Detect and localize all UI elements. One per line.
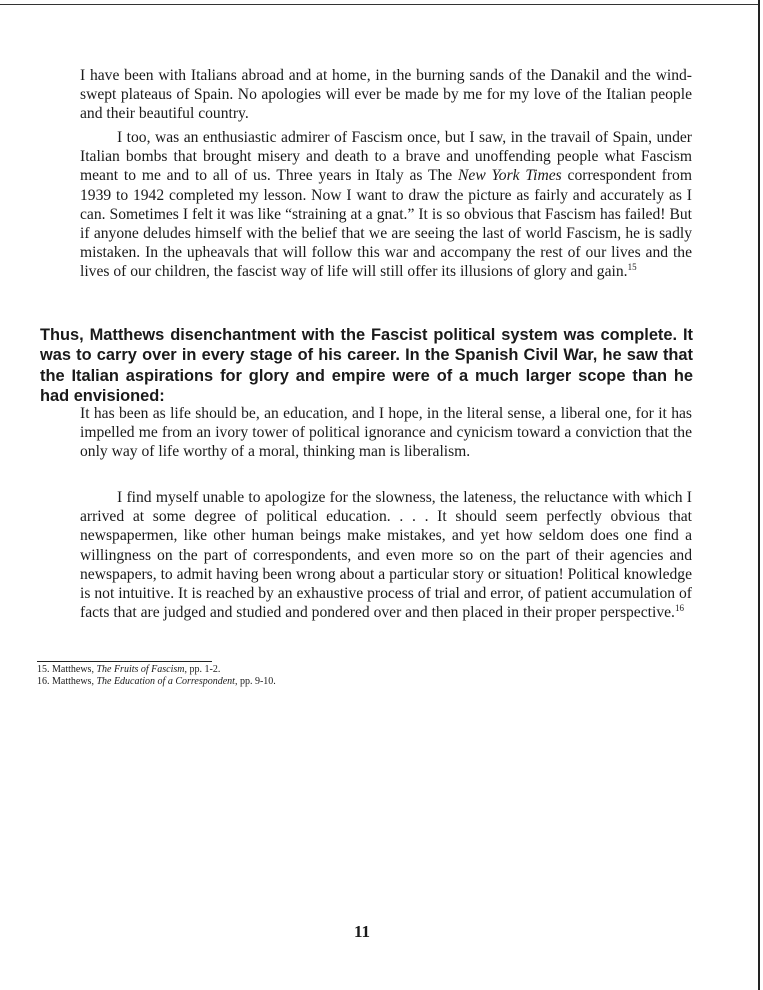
footnote-16 — [37, 676, 537, 688]
quote-1-text: I have been with Italians abroad and at home, in the burning sands of the Danakil and the wind-swept plateaus of Spain. No apologies will ever be made by me for my love of the Italian people and their beautiful country. — [80, 67, 692, 123]
footnote-title: The Education of a Correspondent — [96, 675, 235, 687]
footnote-number: 16. — [37, 675, 50, 687]
footnote-pages: , pp. 1-2. — [184, 664, 221, 675]
quote-2-text-start: I too, was an enthusiastic admirer of Fascism once, but I saw, in the travail of Spain, under Italian bombs that brought misery and death to a brave and unoffending people what Fascism meant to me and to all of us. Three years in Italy as The — [80, 129, 692, 185]
block-quote-4 — [80, 488, 692, 622]
footnote-author: Matthews, — [52, 664, 97, 675]
footnote-ref-15[interactable]: 15 — [627, 262, 637, 273]
block-quote-2 — [80, 128, 692, 282]
block-quote-3 — [80, 404, 692, 462]
footnote-title: The Fruits of Fascism — [96, 664, 185, 675]
footnote-author: Matthews, — [52, 675, 97, 687]
footnote-number: 15. — [37, 664, 50, 675]
right-border-line — [758, 0, 760, 990]
quote-4-text: I find myself unable to apologize for the slowness, the lateness, the reluctance with which I arrived at some degree of political education. . . . It should seem perfectly obvious that newspapermen, like other human beings make mistakes, and yet how seldom does one find a willingness on the part of correspondents, and even more so on the part of their agencies and newspapers, to admit having been wrong about a particular story or situation! Political knowledge is not intuitive. It is reached by an exhaustive process of trial and error, of patient accumulation of facts that are judged and studied and pondered over and then placed in their proper perspective. — [80, 489, 692, 622]
quote-2-paragraph — [80, 128, 692, 282]
quote-2-text-end: correspondent from 1939 to 1942 completed my lesson. Now I want to draw the picture as fairly and accurately as I can. Sometimes I felt it was like “straining at a gnat.” It is so obvious that Fascism has failed! But if anyone deludes himself with the belief that we are seeing the last of world Fascism, he is sadly mistaken. In the upheavals that will follow this war and accompany the rest of our lives and the lives of our children, the fascist way of life will still offer its illusions of glory and gain. — [80, 167, 692, 281]
footnote-divider — [37, 661, 212, 662]
quote-4-paragraph — [80, 488, 692, 622]
top-border-line — [0, 4, 760, 5]
footnote-15 — [37, 664, 537, 676]
quote-3-text: It has been as life should be, an education, and I hope, in the literal sense, a liberal one, for it has impelled me from an ivory tower of political ignorance and cynicism toward a conviction that the only way of life worthy of a moral, thinking man is liberalism. — [80, 405, 692, 461]
footnote-ref-16[interactable]: 16 — [674, 603, 684, 614]
page-number: 11 — [354, 922, 371, 941]
footnote-pages: , pp. 9-10. — [234, 675, 276, 687]
footnotes — [37, 664, 537, 687]
newspaper-title: New York Times — [458, 167, 562, 185]
body-paragraph: Thus, Matthews disenchantment with the Fascist political system was complete. It was to carry over in every stage of his career. In the Spanish Civil War, he saw that the Italian aspirations for glory and empire were of a much larger scope than he had envisioned: — [40, 326, 693, 406]
block-quote-1 — [80, 66, 692, 124]
